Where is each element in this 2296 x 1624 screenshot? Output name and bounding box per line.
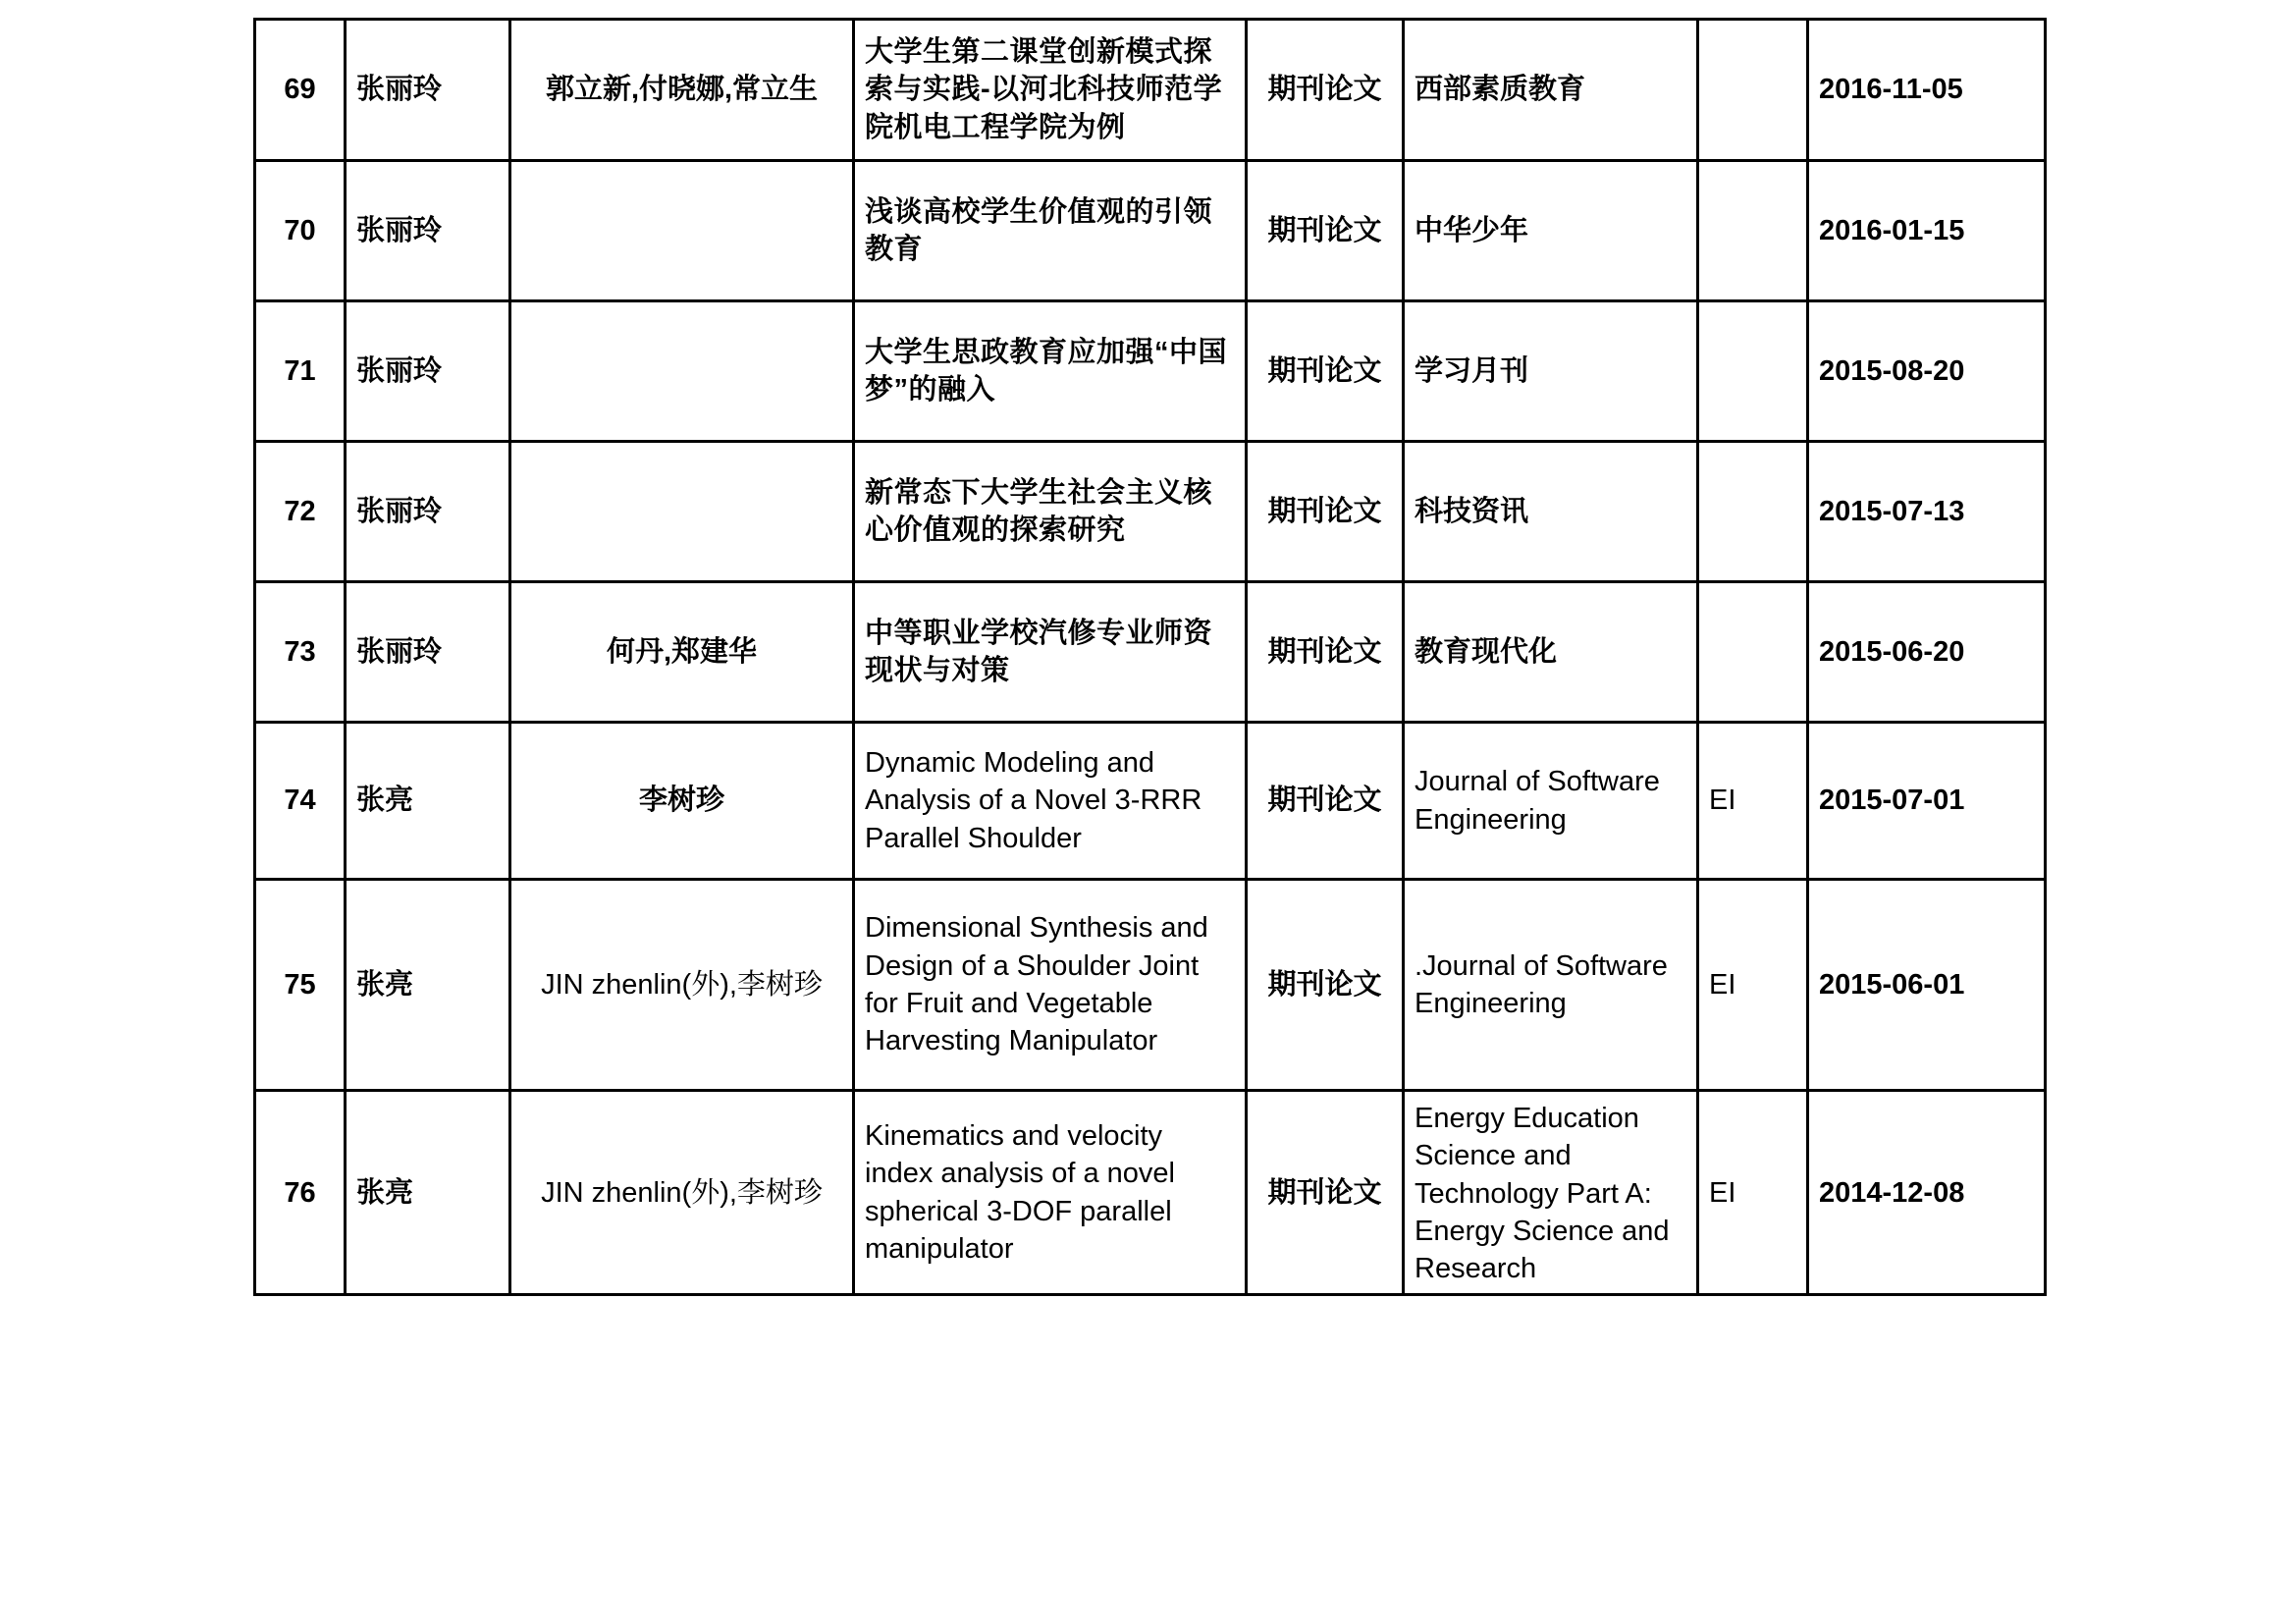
row-journal: 科技资讯 bbox=[1404, 442, 1698, 582]
row-title: Dimensional Synthesis and Design of a Shoulder Joint for Fruit and Vegetable Harvesting Manipulator bbox=[854, 880, 1247, 1091]
row-date: 2014-12-08 bbox=[1808, 1091, 2046, 1295]
row-indexed: EI bbox=[1698, 1091, 1808, 1295]
row-indexed bbox=[1698, 582, 1808, 723]
row-index: 75 bbox=[255, 880, 346, 1091]
row-type: 期刊论文 bbox=[1247, 723, 1404, 880]
row-title: 大学生第二课堂创新模式探索与实践-以河北科技师范学院机电工程学院为例 bbox=[854, 20, 1247, 161]
row-date: 2016-11-05 bbox=[1808, 20, 2046, 161]
row-author: 张亮 bbox=[346, 1091, 510, 1295]
row-journal: Energy Education Science and Technology Part A: Energy Science and Research bbox=[1404, 1091, 1698, 1295]
table-row bbox=[255, 161, 2046, 301]
row-coauthors: 李树珍 bbox=[510, 723, 854, 880]
row-index: 72 bbox=[255, 442, 346, 582]
row-date: 2015-07-13 bbox=[1808, 442, 2046, 582]
row-indexed bbox=[1698, 442, 1808, 582]
row-journal: 西部素质教育 bbox=[1404, 20, 1698, 161]
row-title: 大学生思政教育应加强“中国梦”的融入 bbox=[854, 301, 1247, 442]
row-author: 张亮 bbox=[346, 880, 510, 1091]
row-index: 71 bbox=[255, 301, 346, 442]
row-journal: 学习月刊 bbox=[1404, 301, 1698, 442]
row-title: Kinematics and velocity index analysis of a novel spherical 3-DOF parallel manipulator bbox=[854, 1091, 1247, 1295]
row-indexed bbox=[1698, 301, 1808, 442]
row-coauthors bbox=[510, 442, 854, 582]
row-indexed: EI bbox=[1698, 723, 1808, 880]
row-date: 2016-01-15 bbox=[1808, 161, 2046, 301]
row-author: 张丽玲 bbox=[346, 442, 510, 582]
row-author: 张丽玲 bbox=[346, 161, 510, 301]
row-date: 2015-08-20 bbox=[1808, 301, 2046, 442]
table-row bbox=[255, 723, 2046, 880]
row-journal: Journal of Software Engineering bbox=[1404, 723, 1698, 880]
row-type: 期刊论文 bbox=[1247, 20, 1404, 161]
row-date: 2015-07-01 bbox=[1808, 723, 2046, 880]
row-coauthors: 郭立新,付晓娜,常立生 bbox=[510, 20, 854, 161]
row-type: 期刊论文 bbox=[1247, 880, 1404, 1091]
row-coauthors bbox=[510, 301, 854, 442]
row-title: 浅谈高校学生价值观的引领教育 bbox=[854, 161, 1247, 301]
row-type: 期刊论文 bbox=[1247, 161, 1404, 301]
row-coauthors bbox=[510, 161, 854, 301]
row-index: 76 bbox=[255, 1091, 346, 1295]
table-row bbox=[255, 880, 2046, 1091]
row-journal: 中华少年 bbox=[1404, 161, 1698, 301]
row-date: 2015-06-20 bbox=[1808, 582, 2046, 723]
row-author: 张丽玲 bbox=[346, 301, 510, 442]
table-row bbox=[255, 582, 2046, 723]
row-indexed bbox=[1698, 20, 1808, 161]
row-coauthors: JIN zhenlin(外),李树珍 bbox=[510, 1091, 854, 1295]
row-type: 期刊论文 bbox=[1247, 582, 1404, 723]
table-row bbox=[255, 20, 2046, 161]
publication-table bbox=[253, 18, 2047, 1296]
row-type: 期刊论文 bbox=[1247, 1091, 1404, 1295]
table-row bbox=[255, 301, 2046, 442]
row-author: 张丽玲 bbox=[346, 20, 510, 161]
row-date: 2015-06-01 bbox=[1808, 880, 2046, 1091]
row-index: 73 bbox=[255, 582, 346, 723]
row-journal: .Journal of Software Engineering bbox=[1404, 880, 1698, 1091]
row-author: 张亮 bbox=[346, 723, 510, 880]
row-journal: 教育现代化 bbox=[1404, 582, 1698, 723]
row-indexed bbox=[1698, 161, 1808, 301]
row-coauthors: 何丹,郑建华 bbox=[510, 582, 854, 723]
row-title: 中等职业学校汽修专业师资现状与对策 bbox=[854, 582, 1247, 723]
row-type: 期刊论文 bbox=[1247, 442, 1404, 582]
row-author: 张丽玲 bbox=[346, 582, 510, 723]
row-indexed: EI bbox=[1698, 880, 1808, 1091]
row-index: 70 bbox=[255, 161, 346, 301]
row-title: 新常态下大学生社会主义核心价值观的探索研究 bbox=[854, 442, 1247, 582]
row-type: 期刊论文 bbox=[1247, 301, 1404, 442]
row-coauthors: JIN zhenlin(外),李树珍 bbox=[510, 880, 854, 1091]
row-title: Dynamic Modeling and Analysis of a Novel 3-RRR Parallel Shoulder bbox=[854, 723, 1247, 880]
table-row bbox=[255, 442, 2046, 582]
row-index: 74 bbox=[255, 723, 346, 880]
publication-table-container bbox=[253, 18, 2044, 1296]
table-row bbox=[255, 1091, 2046, 1295]
row-index: 69 bbox=[255, 20, 346, 161]
